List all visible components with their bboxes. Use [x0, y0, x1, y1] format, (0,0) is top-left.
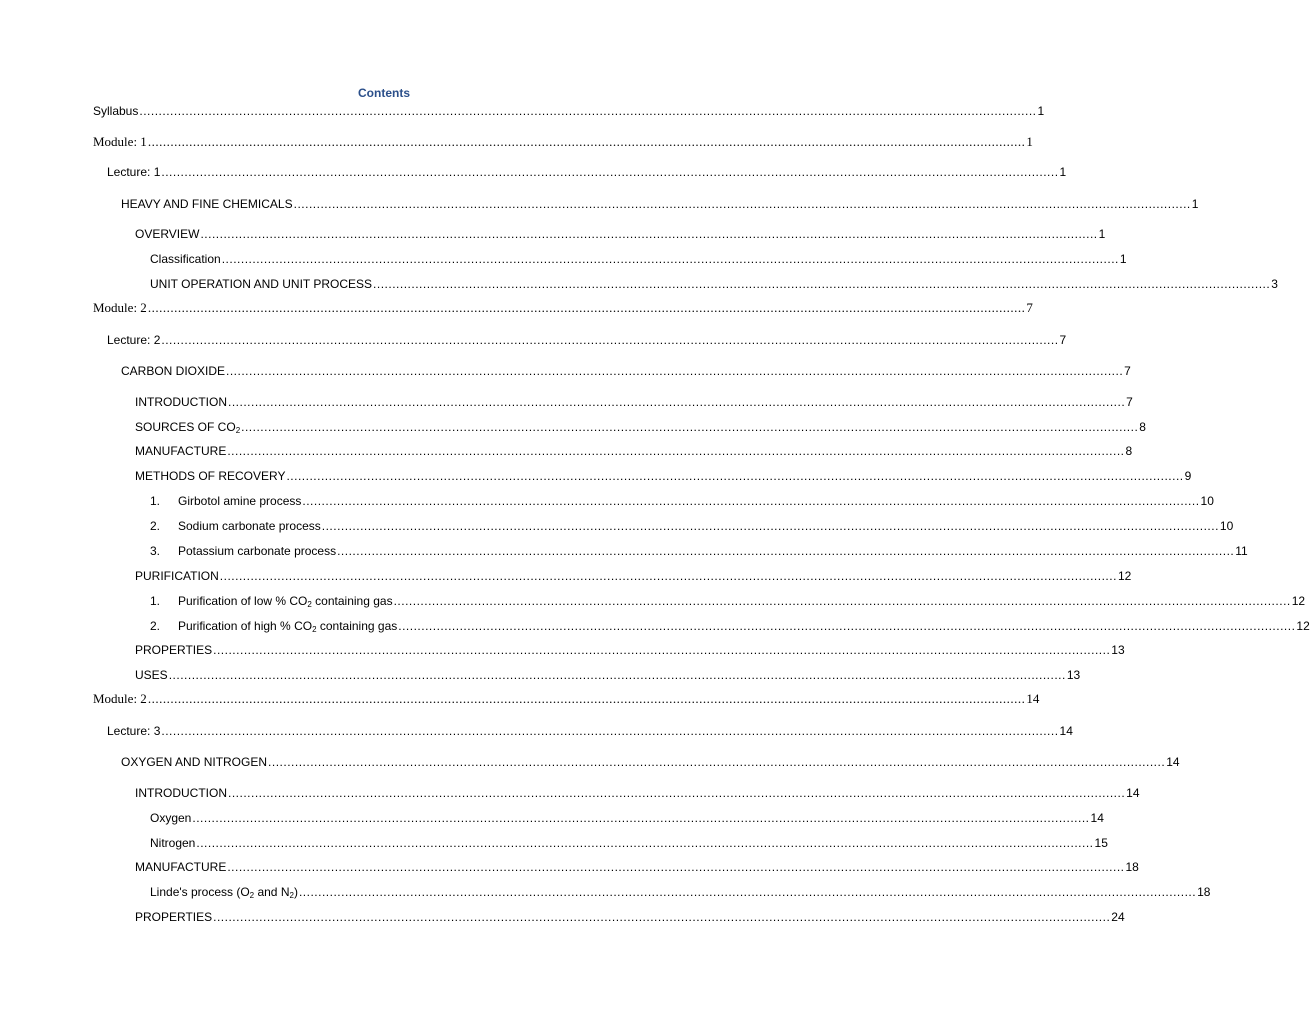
dot-leader: ..........................................................................................................................................................................................................................................: [139, 104, 1037, 118]
dot-leader: ..........................................................................................................................................................................................................................................: [161, 165, 1059, 179]
toc-page-number: 12: [1291, 594, 1306, 608]
toc-page-number: 18: [1125, 860, 1139, 874]
dot-leader: ..........................................................................................................................................................................................................................................: [393, 594, 1291, 608]
toc-entry-chapter[interactable]: [121, 754, 1180, 770]
toc-entry-lecture[interactable]: [107, 332, 1067, 348]
toc-page-number: 14: [1059, 724, 1073, 738]
toc-entry-label: OVERVIEW: [135, 227, 200, 241]
toc-entry-section[interactable]: [135, 468, 1192, 484]
toc-entry-label: METHODS OF RECOVERY: [135, 469, 286, 483]
toc-page-number: 13: [1066, 668, 1081, 682]
toc-entry-subsection[interactable]: [150, 251, 1127, 267]
dot-leader: ..........................................................................................................................................................................................................................................: [227, 860, 1125, 874]
toc-entry-section[interactable]: [135, 568, 1132, 584]
dot-leader: ..........................................................................................................................................................................................................................................: [398, 619, 1296, 633]
toc-page-number: 3: [1271, 277, 1278, 291]
dot-leader: ..........................................................................................................................................................................................................................................: [241, 420, 1139, 434]
dot-leader: ..........................................................................................................................................................................................................................................: [337, 544, 1235, 558]
dot-leader: ..........................................................................................................................................................................................................................................: [286, 469, 1184, 483]
subscript: 2: [289, 891, 294, 900]
toc-entry-section[interactable]: [135, 419, 1146, 435]
toc-entry-section[interactable]: [135, 226, 1106, 242]
toc-page-number: 7: [1026, 300, 1033, 315]
toc-entry-chapter[interactable]: [121, 363, 1131, 379]
toc-entry-label: Lecture: 3: [107, 724, 161, 738]
toc-entry-label: USES: [135, 668, 168, 682]
toc-entry-subsection[interactable]: [150, 884, 1211, 900]
toc-entry-label: INTRODUCTION: [135, 395, 227, 409]
toc-entry-label: 2. Purification of high % $CO_2$ containing gas: [150, 619, 398, 634]
toc-entry-subsection[interactable]: [150, 810, 1104, 826]
toc-entry-section[interactable]: [135, 785, 1140, 801]
dot-leader: ..........................................................................................................................................................................................................................................: [321, 519, 1219, 533]
toc-entry-label: Linde's process ($O_2$ and $N_2$): [150, 885, 298, 900]
toc-page-number: 10: [1200, 494, 1214, 508]
dot-leader: ..........................................................................................................................................................................................................................................: [373, 277, 1271, 291]
toc-page-number: 14: [1166, 755, 1180, 769]
toc-page-number: 1: [1119, 252, 1127, 266]
toc-entry-label: 1. Purification of low % $CO_2$ containing gas: [150, 594, 393, 609]
dot-leader: ..........................................................................................................................................................................................................................................: [228, 786, 1126, 800]
toc-page-number: 24: [1111, 910, 1125, 924]
dot-leader: ..........................................................................................................................................................................................................................................: [298, 885, 1197, 899]
toc-entry-label: Module: 1: [93, 134, 147, 149]
toc-page-number: 1: [1191, 197, 1199, 211]
page-title: Contents: [358, 86, 410, 100]
subscript: 2: [235, 426, 241, 435]
toc-page-number: 15: [1094, 836, 1108, 850]
toc-entry-label: CARBON DIOXIDE: [121, 364, 226, 378]
dot-leader: ..........................................................................................................................................................................................................................................: [268, 755, 1166, 769]
toc-page-number: 7: [1124, 364, 1131, 378]
toc-entry-module[interactable]: [93, 300, 1033, 316]
dot-leader: ..........................................................................................................................................................................................................................................: [161, 333, 1059, 347]
toc-entry-label: Nitrogen: [150, 836, 196, 850]
toc-page-number: 9: [1184, 469, 1192, 483]
toc-entry-subsection[interactable]: [150, 835, 1108, 851]
toc-page-number: 1: [1098, 227, 1106, 241]
toc-entry-numbered[interactable]: [150, 493, 1214, 509]
toc-entry-label: OXYGEN AND NITROGEN: [121, 755, 268, 769]
toc-entry-label: Lecture: 2: [107, 333, 161, 347]
toc-entry-subsection[interactable]: [150, 276, 1278, 292]
toc-page-number: 14: [1126, 786, 1140, 800]
toc-page-number: 7: [1059, 333, 1067, 347]
toc-entry-label: Lecture: 1: [107, 165, 161, 179]
toc-entry-section[interactable]: [135, 909, 1125, 925]
toc-entry-label: Classification: [150, 252, 221, 266]
toc-entry-label: Module: 2: [93, 300, 147, 315]
toc-entry-section[interactable]: [135, 394, 1133, 410]
subscript: 2: [307, 600, 312, 609]
dot-leader: ..........................................................................................................................................................................................................................................: [227, 444, 1125, 458]
toc-page-number: 13: [1111, 643, 1125, 657]
toc-page-number: 1: [1037, 104, 1045, 118]
list-number: 2.: [150, 619, 161, 633]
dot-leader: ..........................................................................................................................................................................................................................................: [161, 724, 1059, 738]
dot-leader: ..........................................................................................................................................................................................................................................: [213, 643, 1111, 657]
toc-page-number: 10: [1219, 519, 1234, 533]
toc-entry-section[interactable]: [135, 859, 1139, 875]
dot-leader: ..........................................................................................................................................................................................................................................: [192, 811, 1090, 825]
toc-entry-label: 1. Girbotol amine process: [150, 494, 302, 508]
dot-leader: ..........................................................................................................................................................................................................................................: [221, 252, 1119, 266]
toc-entry-label: Oxygen: [150, 811, 192, 825]
toc-page-number: 11: [1235, 544, 1248, 558]
toc-page-number: 1: [1026, 134, 1033, 149]
toc-entry-numbered[interactable]: [150, 618, 1310, 634]
toc-entry-label: PURIFICATION: [135, 569, 219, 583]
dot-leader: ..........................................................................................................................................................................................................................................: [196, 836, 1094, 850]
toc-entry-label: PROPERTIES: [135, 910, 213, 924]
toc-page-number: 18: [1197, 885, 1211, 899]
toc-page-number: 12: [1117, 569, 1132, 583]
toc-entry-label: Module: 2: [93, 691, 147, 706]
toc-entry-chapter[interactable]: [121, 196, 1199, 212]
toc-page-number: 8: [1125, 444, 1133, 458]
dot-leader: ..........................................................................................................................................................................................................................................: [213, 910, 1111, 924]
toc-entry-label: UNIT OPERATION AND UNIT PROCESS: [150, 277, 373, 291]
toc-page-number: 7: [1126, 395, 1133, 409]
dot-leader: ..........................................................................................................................................................................................................................................: [228, 395, 1126, 409]
dot-leader: ..........................................................................................................................................................................................................................................: [200, 227, 1098, 241]
list-number: 2.: [150, 519, 161, 533]
dot-leader: ..........................................................................................................................................................................................................................................: [147, 300, 1026, 315]
toc-page-number: 14: [1090, 811, 1104, 825]
toc-entry-label: 3. Potassium carbonate process: [150, 544, 337, 558]
toc-entry-label: 2. Sodium carbonate process: [150, 519, 321, 533]
toc-entry-syllabus[interactable]: [93, 103, 1045, 119]
toc-entry-numbered[interactable]: [150, 543, 1248, 559]
dot-leader: ..........................................................................................................................................................................................................................................: [219, 569, 1117, 583]
toc-entry-numbered[interactable]: [150, 593, 1306, 609]
toc-entry-label: HEAVY AND FINE CHEMICALS: [121, 197, 293, 211]
toc-page-number: 14: [1026, 691, 1040, 706]
toc-entry-section[interactable]: [135, 443, 1133, 459]
toc-entry-label: PROPERTIES: [135, 643, 213, 657]
toc-page-number: 1: [1059, 165, 1067, 179]
toc-page-number: 8: [1139, 420, 1146, 434]
list-number: 1.: [150, 594, 161, 608]
toc-entry-label: MANUFACTURE: [135, 444, 227, 458]
dot-leader: ..........................................................................................................................................................................................................................................: [226, 364, 1124, 378]
toc-entry-lecture[interactable]: [107, 164, 1067, 180]
dot-leader: ..........................................................................................................................................................................................................................................: [168, 668, 1066, 682]
toc-entry-section[interactable]: [135, 642, 1125, 658]
dot-leader: ..........................................................................................................................................................................................................................................: [147, 134, 1026, 149]
subscript: 2: [249, 891, 255, 900]
toc-entry-label: SOURCES OF $CO_2$: [135, 420, 241, 435]
dot-leader: ..........................................................................................................................................................................................................................................: [302, 494, 1200, 508]
toc-entry-label: Syllabus: [93, 104, 139, 118]
toc-entry-module[interactable]: [93, 691, 1040, 707]
dot-leader: ..........................................................................................................................................................................................................................................: [147, 691, 1026, 706]
toc-entry-lecture[interactable]: [107, 723, 1073, 739]
toc-entry-numbered[interactable]: [150, 518, 1234, 534]
list-number: 3.: [150, 544, 161, 558]
toc-entry-module[interactable]: [93, 134, 1033, 150]
list-number: 1.: [150, 494, 161, 508]
toc-page-number: 12: [1296, 619, 1310, 633]
toc-entry-label: MANUFACTURE: [135, 860, 227, 874]
toc-entry-label: INTRODUCTION: [135, 786, 227, 800]
dot-leader: ..........................................................................................................................................................................................................................................: [293, 197, 1191, 211]
subscript: 2: [312, 625, 317, 634]
toc-entry-section[interactable]: [135, 667, 1081, 683]
